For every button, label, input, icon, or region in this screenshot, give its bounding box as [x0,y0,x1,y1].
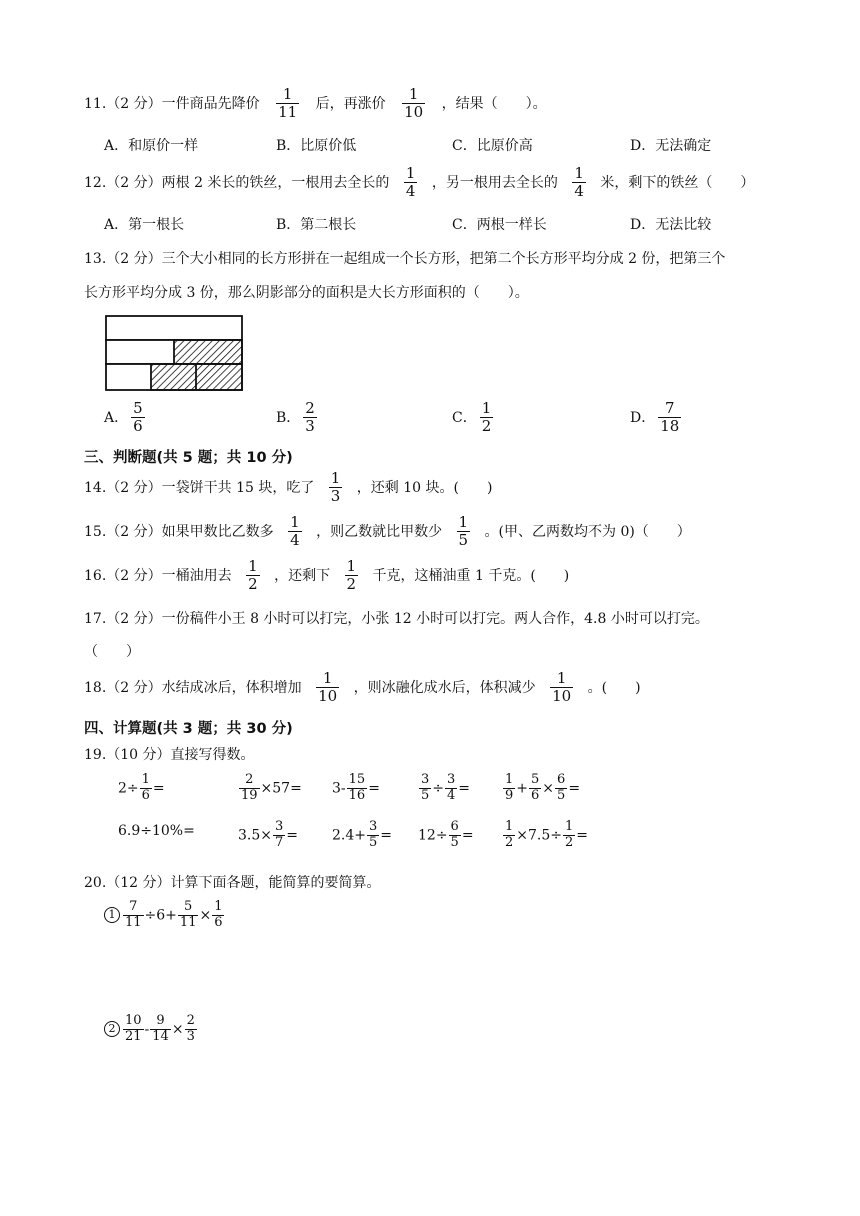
option-d[interactable]: D．无法比较 [630,217,712,233]
expression-2: $\frac{2}{19}$ ×57= [241,772,302,803]
question-17-line1: 17.（2 分）一份稿件小王 8 小时可以打完，小张 12 小时可以打完。两人合作，4.8 小时可以打完。 [84,611,709,627]
question-15: 15.（2 分）如果甲数比乙数多 $\frac{1}{4}$ ，则乙数就比甲数少 $\frac{1}{5}$ 。(甲、乙两数均不为 0)（ ） [84,513,691,550]
question-20-title: 20.（12 分）计算下面各题，能简算的要简算。 [84,875,381,891]
fraction: $\frac{1}{4}$ [574,164,584,201]
fraction: $\frac{2}{3}$ [305,399,315,436]
fraction: $\frac{1}{10}$ [552,669,572,706]
question-12: 12.（2 分）两根 2 米长的铁丝，一根用去全长的 $\frac{1}{4}$ ，另一根用去全长的 $\frac{1}{4}$ 米，剩下的铁丝（ ） [84,164,755,201]
question-13-line1: 13.（2 分）三个大小相同的长方形拼在一起组成一个长方形，把第二个长方形平均分成 2 份，把第三个 [84,251,726,267]
expression-7: 3.5× $\frac{3}{7}$ = [238,819,299,850]
fraction: $\frac{1}{11}$ [278,85,298,122]
option-b[interactable]: B．比原价低 [276,138,357,154]
option-b[interactable]: B．第二根长 [276,217,357,233]
section-heading-4: 四、计算题(共 3 题；共 30 分) [84,721,293,737]
option-d[interactable]: D．无法确定 [630,138,712,154]
expression-10: $\frac{1}{2}$ ×7.5÷ $\frac{1}{2}$ = [505,819,589,850]
option-a[interactable]: A． $\frac{5}{6}$ [104,399,143,436]
section-heading-3: 三、判断题(共 5 题；共 10 分) [84,450,293,466]
question-13-line2: 长方形平均分成 3 份，那么阴影部分的面积是大长方形面积的（ ）。 [84,285,529,301]
question-18: 18.（2 分）水结成冰后，体积增加 $\frac{1}{10}$ ，则冰融化成水后，体积减少 $\frac{1}{10}$ 。( ) [84,669,641,706]
expression-4: $\frac{3}{5}$ ÷ $\frac{3}{4}$ = [421,772,471,803]
expression-9: 12÷ $\frac{6}{5}$ = [418,819,474,850]
fraction: $\frac{1}{10}$ [318,669,338,706]
expression-6: 6.9÷10%= [118,823,195,839]
fraction: $\frac{7}{18}$ [660,399,680,436]
rectangle-1 [106,316,242,340]
option-d[interactable]: D． $\frac{7}{18}$ [630,399,680,436]
shaded-half [174,340,242,364]
expression-1: 2÷ $\frac{1}{6}$ = [118,772,165,803]
question-17-line2: （ ） [84,644,140,660]
fraction: $\frac{1}{10}$ [404,85,424,122]
problem-1: 1 $\frac{7}{11}$ ÷6+ $\frac{5}{11}$ × $\frac{1}{6}$ [104,900,225,931]
option-c[interactable]: C．两根一样长 [452,217,547,233]
option-c[interactable]: C． $\frac{1}{2}$ [452,399,492,436]
circled-number-2: 2 [104,1021,120,1037]
option-a[interactable]: A．第一根长 [104,217,185,233]
fraction: $\frac{1}{5}$ [458,513,469,550]
fraction: $\frac{1}{2}$ [248,557,258,594]
expression-5: $\frac{1}{9}$ + $\frac{5}{6}$ × $\frac{6}{5}$ = [505,772,581,803]
option-a[interactable]: A．和原价一样 [104,138,199,154]
option-b[interactable]: B． $\frac{2}{3}$ [276,399,315,436]
expression-8: 2.4+ $\frac{3}{5}$ = [332,819,393,850]
circled-number-1: 1 [104,907,120,923]
problem-2: 2 $\frac{10}{21}$ - $\frac{9}{14}$ × $\frac{2}{3}$ [104,1014,198,1045]
fraction: $\frac{1}{2}$ [481,399,492,436]
question-19-title: 19.（10 分）直接写得数。 [84,747,255,763]
option-c[interactable]: C．比原价高 [452,138,533,154]
question-14: 14.（2 分）一袋饼干共 15 块，吃了 $\frac{1}{3}$ ，还剩 10 块。( ) [84,469,493,506]
fraction: $\frac{1}{4}$ [405,164,416,201]
question-11: 11.（2 分）一件商品先降价 $\frac{1}{11}$ 后，再涨价 $\frac{1}{10}$ ，结果（ ）。 [84,85,547,122]
fraction: $\frac{5}{6}$ [133,399,143,436]
question-16: 16.（2 分）一桶油用去 $\frac{1}{2}$ ，还剩下 $\frac{1}{2}$ 千克，这桶油重 1 千克。( ) [84,557,570,594]
fraction: $\frac{1}{4}$ [290,513,300,550]
expression-3: 3- $\frac{15}{16}$ = [332,772,380,803]
fraction: $\frac{1}{3}$ [330,469,341,506]
fraction: $\frac{1}{2}$ [346,557,357,594]
rectangle-diagram [104,314,244,394]
